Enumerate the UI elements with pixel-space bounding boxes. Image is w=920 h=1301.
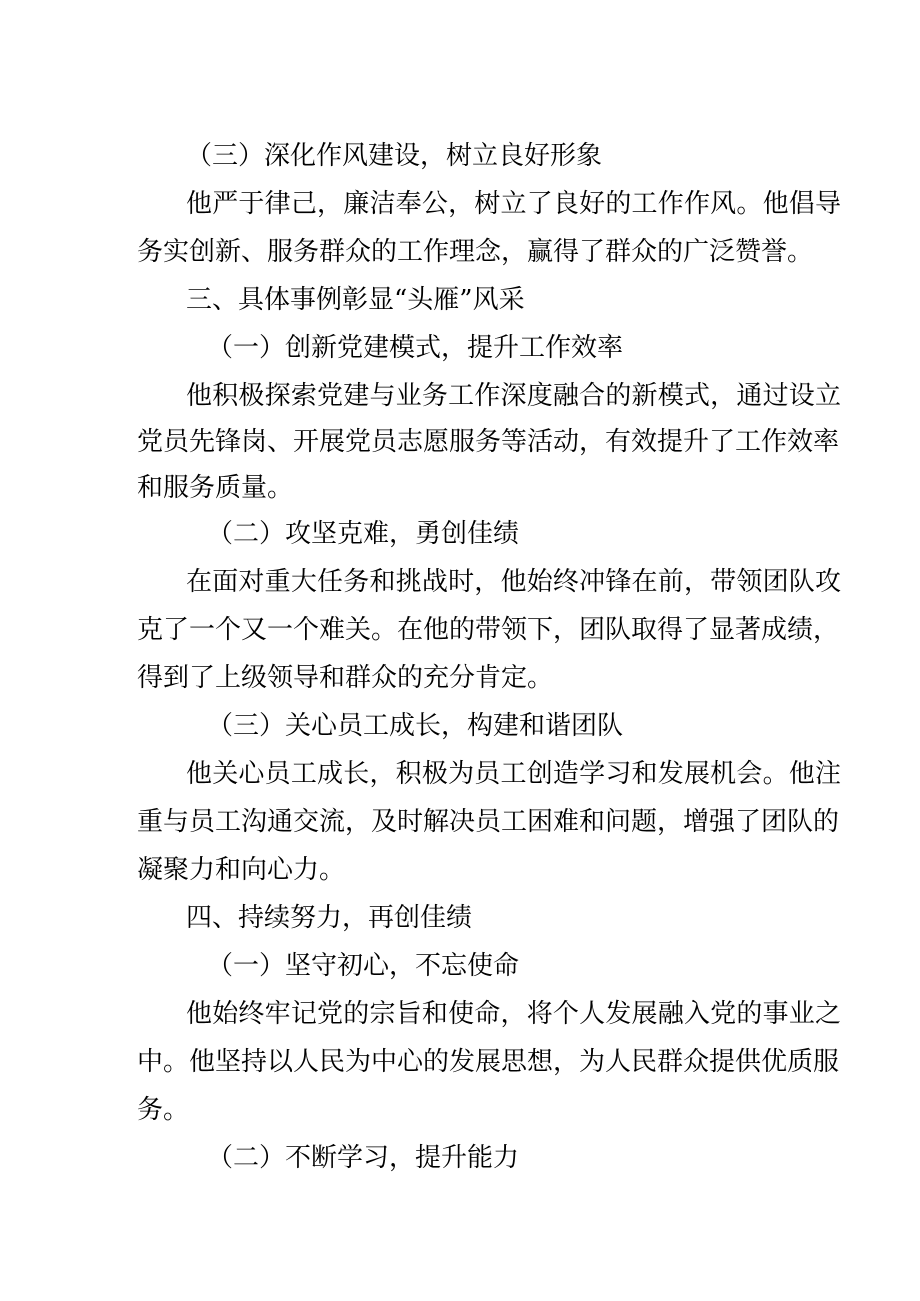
paragraph-line: 党员先锋岗、开展党员志愿服务等活动，有效提升了工作效率 — [137, 427, 840, 457]
section-heading-3: 三、具体事例彰显“头雁”风采 — [186, 285, 525, 315]
paragraph-line: 得到了上级领导和群众的充分肯定。 — [137, 663, 554, 693]
paragraph-line: 克了一个又一个难关。在他的带领下，团队取得了显著成绩， — [137, 615, 840, 645]
paragraph-line: 务。 — [137, 1095, 190, 1125]
paragraph-line: 他严于律己，廉洁奉公，树立了良好的工作作风。他倡导 — [186, 189, 841, 219]
section-heading-4: 四、持续努力，再创佳绩 — [186, 903, 473, 933]
paragraph-line: 和服务质量。 — [137, 473, 294, 503]
paragraph-line: 中。他坚持以人民为中心的发展思想，为人民群众提供优质服 — [137, 1047, 840, 1077]
paragraph-line: 凝聚力和向心力。 — [137, 855, 346, 885]
subsection-heading-3-2: （二）攻坚克难，勇创佳绩 — [207, 519, 520, 549]
paragraph-line: 在面对重大任务和挑战时，他始终冲锋在前，带领团队攻 — [186, 567, 841, 597]
paragraph-line: 他关心员工成长，积极为员工创造学习和发展机会。他注 — [186, 759, 841, 789]
subsection-heading-4-2: （二）不断学习，提升能力 — [207, 1143, 520, 1173]
subsection-heading-4-1: （一）坚守初心，不忘使命 — [207, 951, 520, 981]
subsection-heading-3-3: （三）关心员工成长，构建和谐团队 — [207, 711, 624, 741]
paragraph-line: 他积极探索党建与业务工作深度融合的新模式，通过设立 — [186, 381, 841, 411]
paragraph-line: 他始终牢记党的宗旨和使命，将个人发展融入党的事业之 — [186, 999, 841, 1029]
section-heading-3-3: （三）深化作风建设，树立良好形象 — [186, 141, 603, 171]
subsection-heading-3-1: （一）创新党建模式，提升工作效率 — [207, 333, 624, 363]
paragraph-line: 务实创新、服务群众的工作理念，赢得了群众的广泛赞誉。 — [137, 237, 814, 267]
paragraph-line: 重与员工沟通交流，及时解决员工困难和问题，增强了团队的 — [137, 807, 840, 837]
